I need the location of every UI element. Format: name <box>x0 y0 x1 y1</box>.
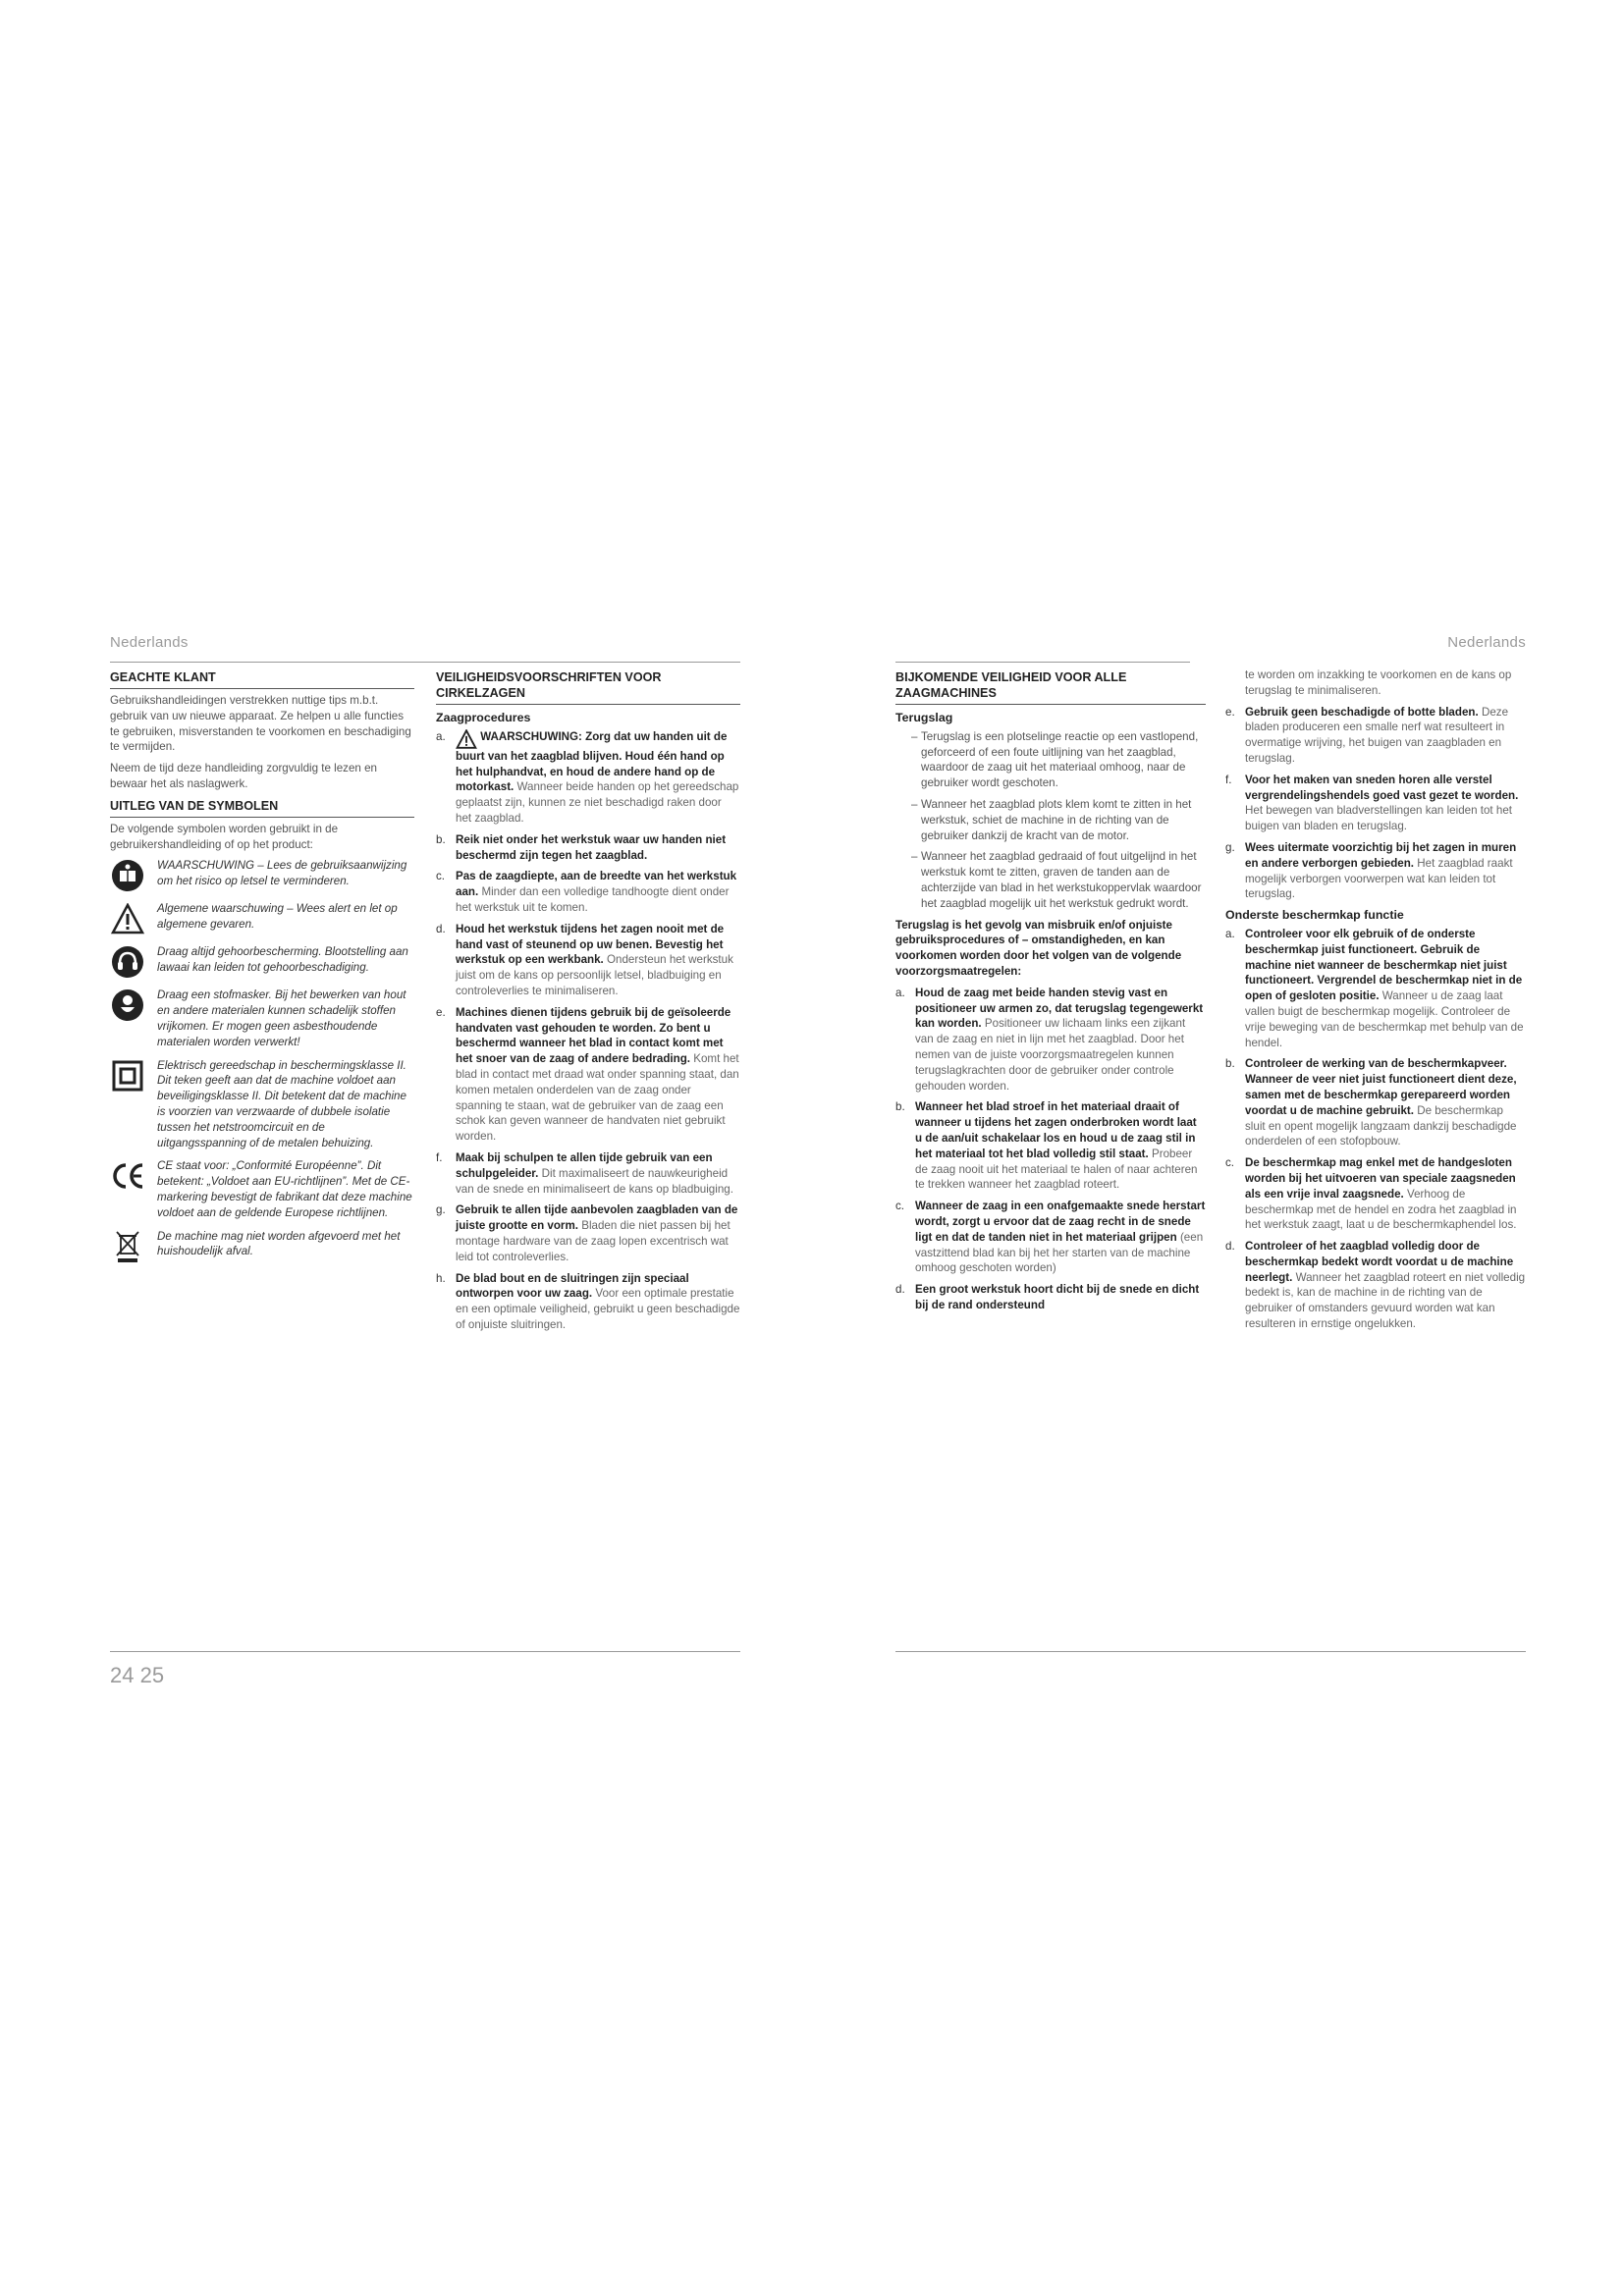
read-manual-icon <box>110 858 145 893</box>
symbol-row <box>110 944 414 980</box>
symbol-row <box>110 858 414 893</box>
symbol-text: WAARSCHUWING – Lees de gebruiksaanwijzing om het risico op letsel te verminderen. <box>157 859 407 888</box>
list-item: a. Houd de zaag met beide handen stevig vast en positioneer uw armen zo, dat terugslag tegengewerkt kan worden. Positioneer uw lichaam links een zijkant van de zaag en niet in lijn met het zaagblad. Door het nemen van de juiste voorzorgsmaatregelen kunnen terugslagkrachten door de gebruiker onder controle gehouden worden. <box>895 986 1204 1093</box>
language-label: Nederlands <box>1447 634 1526 651</box>
hearing-protection-icon <box>110 944 145 980</box>
heading-zaagprocedures: Zaagprocedures <box>436 711 531 724</box>
list-item: f. Maak bij schulpen te allen tijde gebruik van een schulpgeleider. Dit maximaliseert de nauwkeurigheid van de snede en minimaliseert de kans op bladbuiging. <box>436 1150 733 1196</box>
right-column-1 <box>895 669 1206 1319</box>
symbol-text: CE staat voor: „Conformité Européenne”. Dit betekent: „Voldoet aan EU-richtlijnen”. Met de CE-markering bevestigt de fabrikant dat deze machine voldoet aan de geldende Europese richtlijnen. <box>157 1159 412 1219</box>
left-column-2 <box>436 669 740 1339</box>
language-label: Nederlands <box>110 634 189 651</box>
dash-item: – Terugslag is een plotselinge reactie op een vastlopend, geforceerd of een foute uitlijning van het zaagblad, waardoor de zaag uit het materiaal omhoog, naar de gebruiker wordt geschoten. <box>911 729 1199 790</box>
instruction-list <box>1225 705 1526 903</box>
paragraph: Neem de tijd deze handleiding zorgvuldig te lezen en bewaar het als naslagwerk. <box>110 762 377 790</box>
heading-symbolen: UITLEG VAN DE SYMBOLEN <box>110 798 414 818</box>
heading-terugslag: Terugslag <box>895 711 953 724</box>
list-item: a. WAARSCHUWING: Zorg dat uw handen uit de buurt van het zaagblad blijven. Houd één hand op het hulphandvat, en houd de andere hand op de motorkast. Wanneer beide handen op het gereedschap geplaatst zijn, kunnen ze niet beschadigd raken door het zaagblad. <box>436 729 739 825</box>
list-item: e. Gebruik geen beschadigde of botte bladen. Deze bladen produceren een smalle nerf wat resulteert in overmatige wrijving, het buigen van zaagbladen en terugslag. <box>1225 705 1509 765</box>
symbol-text: Elektrisch gereedschap in beschermingsklasse II. Dit teken geeft aan dat de machine voldoet aan beveiligingsklasse II. Dit betekent dat de machine is voorzien van verzwaarde of dubbele isolatie tussen het netstroomcircuit en de uitgangsspanning of de metalen behuizing. <box>157 1058 406 1149</box>
paragraph: Terugslag is het gevolg van misbruik en/of onjuiste gebruiksprocedures of – omstandigheden, en kan voorkomen worden door het volgen van de volgende voorzorgsmaatregelen: <box>895 918 1182 978</box>
paragraph: Gebruikshandleidingen verstrekken nuttige tips m.b.t. gebruik van uw nieuwe apparaat. Ze helpen u alle functies te gebruiken, misverstanden te voorkomen en beschadiging te vermijden. <box>110 694 411 754</box>
list-item: e. Machines dienen tijdens gebruik bij de geïsoleerde handvaten vast gehouden te worden. Zo bent u beschermd wanneer het blad in contact komt met het snoer van de zaag of andere bedrading. Komt het blad in contact met draad wat onder spanning staat, dan komen metalen onderdelen van de zaag onder spanning te staan, wat de gebruiker van de zaag een schok kan geven wanneer de handvaten niet gebruikt worden. <box>436 1005 739 1144</box>
list-item: g. Wees uitermate voorzichtig bij het zagen in muren en andere verborgen gebieden. Het zaagblad raakt mogelijk verborgen voorwerpen wat kan leiden tot terugslag. <box>1225 840 1517 901</box>
heading-bijkomende-veiligheid: BIJKOMENDE VEILIGHEID VOOR ALLE ZAAGMACHINES <box>895 669 1206 705</box>
dash-item: – Wanneer het zaagblad gedraaid of fout uitgelijnd in het werkstuk komt te zitten, graven de tanden aan de achterzijde van blad in het werkstukoppervlak waardoor het zaagblad mogelijk uit het werkstuk gedrukt wordt. <box>911 850 1202 910</box>
left-column-1 <box>110 669 414 1272</box>
list-item: h. De blad bout en de sluitringen zijn speciaal ontworpen voor uw zaag. Voor een optimale prestatie en een optimale veiligheid, gebruikt u geen beschadigde of onjuiste sluitringen. <box>436 1271 740 1331</box>
ce-mark-icon <box>110 1158 145 1194</box>
list-item: c. Pas de zaagdiepte, aan de breedte van het werkstuk aan. Minder dan een volledige tandhoogte dient onder het werkstuk uit te komen. <box>436 870 737 914</box>
warning-triangle-icon <box>456 729 477 749</box>
list-item: d. Houd het werkstuk tijdens het zagen nooit met de hand vast of steunend op uw benen. Bevestig het werkstuk op een werkbank. Ondersteun het werkstuk juist om de kans op persoonlijk letsel, bladbuiging en controleverlies te minimaliseren. <box>436 922 733 997</box>
instruction-list <box>895 986 1206 1313</box>
top-rule <box>895 662 1190 663</box>
paragraph: te worden om inzakking te voorkomen en de kans op terugslag te minimaliseren. <box>1245 668 1512 697</box>
dash-item: – Wanneer het zaagblad plots klem komt te zitten in het werkstuk, schiet de machine in de richting van de gebruiker dankzij de kracht van de motor. <box>911 797 1192 842</box>
symbol-text: De machine mag niet worden afgevoerd met het huishoudelijk afval. <box>157 1229 401 1258</box>
symbol-row <box>110 988 414 1049</box>
symbol-text: Draag een stofmasker. Bij het bewerken van hout en andere materialen kunnen schadelijk stoffen vrijkomen. Er mogen geen asbesthoudende materialen worden verwerkt! <box>157 988 406 1048</box>
heading-veiligheidsvoorschriften: VEILIGHEIDSVOORSCHRIFTEN VOOR CIRKELZAGEN <box>436 669 740 705</box>
right-column-2 <box>1225 667 1526 1338</box>
list-item: f. Voor het maken van sneden horen alle verstel vergrendelingshendels goed vast gezet te worden. Het bewegen van bladverstellingen kan leiden tot het buigen van bladen en terugslag. <box>1225 773 1519 833</box>
symbol-row <box>110 1229 414 1264</box>
instruction-list <box>1225 927 1526 1332</box>
class-ii-icon <box>110 1058 145 1094</box>
heading-onderste-beschermkap: Onderste beschermkap functie <box>1225 908 1404 923</box>
list-item: c. Wanneer de zaag in een onafgemaakte snede herstart wordt, zorgt u ervoor dat de zaag recht in de snede ligt en dat de tanden niet in het materiaal grijpen (een vastzittend blad kan bij het her starten van de machine omhoog geschoten worden) <box>895 1200 1206 1275</box>
bottom-rule <box>895 1651 1526 1652</box>
list-item: c. De beschermkap mag enkel met de handgesloten worden bij het uitvoeren van speciale zaagsneden als een vrije inval zaagsnede. Verhoog de beschermkap met de hendel en zodra het zaagblad in het werkstuk zaagt, laat u de beschermkaphendel los. <box>1225 1156 1517 1232</box>
list-item: b. Wanneer het blad stroef in het materiaal draait of wanneer u tijdens het zagen onderbroken wordt laat u de aan/uit schakelaar los en houd u de zaag stil in het materiaal tot het blad volledig stil staat. Probeer de zaag nooit uit het materiaal te halen of naar achteren te trekken wanneer het zaagblad roteert. <box>895 1100 1198 1192</box>
symbol-row <box>110 1158 414 1220</box>
bottom-rule <box>110 1651 740 1652</box>
list-item: g. Gebruik te allen tijde aanbevolen zaagbladen van de juiste grootte en vorm. Bladen die niet passen bij het montage hardware van de zaag lopen excentrisch wat leid tot controleverlies. <box>436 1203 738 1263</box>
list-item: a. Controleer voor elk gebruik of de onderste beschermkap juist functioneert. Gebruik de machine niet wanneer de beschermkap niet juist functioneert. Vergrendel de beschermkap niet in de open of gesloten positie. Wanneer u de zaag laat vallen buigt de beschermkap mogelijk. Controleer de vrije beweging van de beschermkap met behulp van de hendel. <box>1225 927 1524 1049</box>
list-item: d. Controleer of het zaagblad volledig door de beschermkap bedekt wordt voordat u de machine neerlegt. Wanneer het zaagblad roteert en niet volledig bedekt is, kan de machine in de richting van de gebruiker of omstanders gevuurd worden wat kan resulteren in ernstige ongelukken. <box>1225 1240 1526 1331</box>
dust-mask-icon <box>110 988 145 1023</box>
symbol-text: Draag altijd gehoorbescherming. Blootstelling aan lawaai kan leiden tot gehoorbeschadiging. <box>157 945 408 975</box>
heading-geachte-klant: GEACHTE KLANT <box>110 669 414 689</box>
list-item: b. Reik niet onder het werkstuk waar uw handen niet beschermd zijn tegen het zaagblad. <box>436 832 727 862</box>
warning-triangle-icon <box>110 901 145 936</box>
list-item: b. Controleer de werking van de beschermkapveer. Wanneer de veer niet juist functioneert dient deze, samen met de beschermkap gerepareerd worden voordat u de machine gebruikt. De beschermkap sluit en opent mogelijk langzaam dankzij beschadigde onderdelen of een stofopbouw. <box>1225 1057 1517 1148</box>
top-rule <box>110 662 740 663</box>
symbol-row <box>110 1058 414 1151</box>
weee-bin-icon <box>110 1229 145 1264</box>
page-numbers: 24 25 <box>110 1663 165 1687</box>
list-item: d. Een groot werkstuk hoort dicht bij de snede en dicht bij de rand ondersteund <box>895 1283 1200 1311</box>
instruction-list <box>436 729 740 1333</box>
symbol-row <box>110 901 414 936</box>
paragraph: De volgende symbolen worden gebruikt in de gebruikershandleiding of op het product: <box>110 822 339 851</box>
symbol-text: Algemene waarschuwing – Wees alert en let op algemene gevaren. <box>157 902 398 932</box>
